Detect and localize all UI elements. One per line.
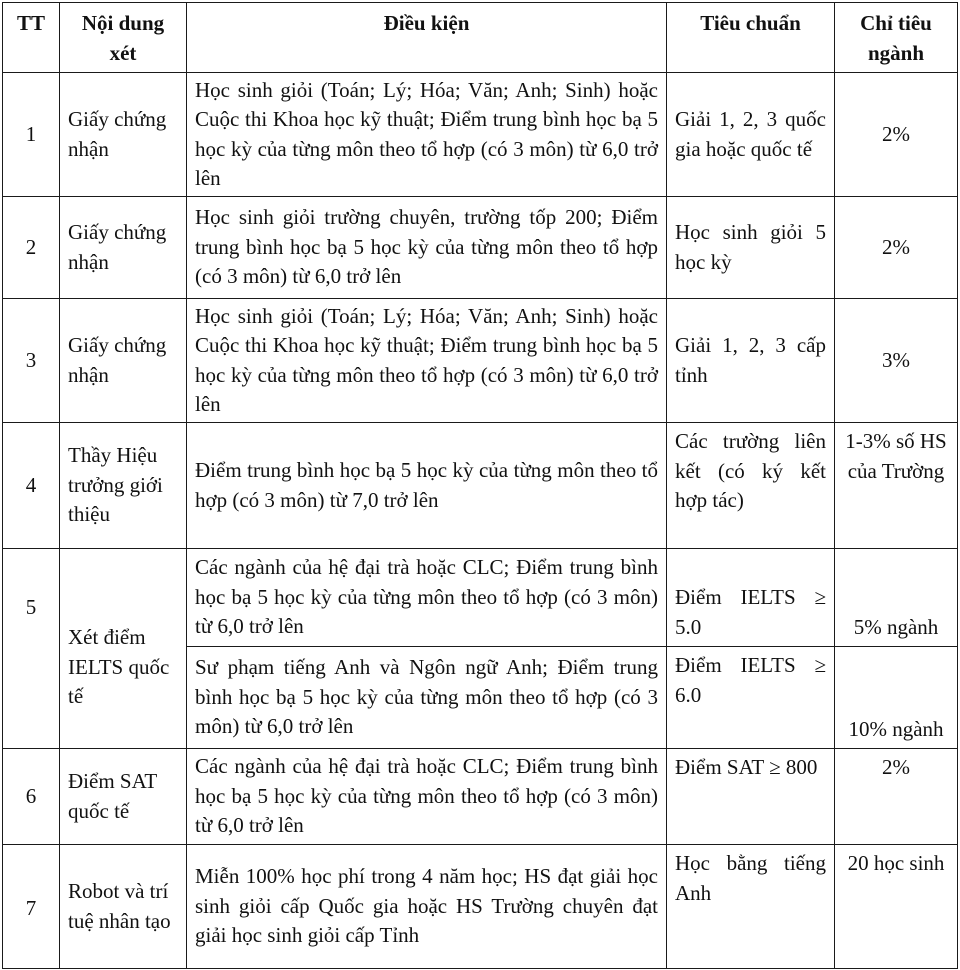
row-condition: Các ngành của hệ đại trà hoặc CLC; Điểm trung bình học bạ 5 học kỳ của từng môn theo tổ hợp (có 3 môn) từ 6,0 trở lên — [187, 549, 667, 647]
table-row — [3, 73, 958, 197]
row-quota: 20 học sinh — [835, 845, 958, 969]
row-content-type: Giấy chứng nhận — [60, 197, 187, 299]
table-row — [3, 549, 958, 647]
admission-criteria-table — [2, 2, 958, 969]
row-standard: Giải 1, 2, 3 cấp tỉnh — [667, 299, 835, 423]
row-standard: Điểm IELTS ≥ 5.0 — [667, 549, 835, 647]
row-number: 6 — [3, 749, 60, 845]
row-content-type: Giấy chứng nhận — [60, 73, 187, 197]
row-number: 7 — [3, 845, 60, 969]
row-content-type: Xét điểm IELTS quốc tế — [60, 549, 187, 749]
row-quota: 2% — [835, 73, 958, 197]
row-quota: 1-3% số HS của Trường — [835, 423, 958, 549]
row-quota: 10% ngành — [835, 647, 958, 749]
table-row — [3, 749, 958, 845]
row-number: 3 — [3, 299, 60, 423]
row-condition: Miễn 100% học phí trong 4 năm học; HS đạt giải học sinh giỏi cấp Quốc gia hoặc HS Trường chuyên đạt giải học sinh giỏi cấp Tỉnh — [187, 845, 667, 969]
row-standard: Giải 1, 2, 3 quốc gia hoặc quốc tế — [667, 73, 835, 197]
row-quota: 2% — [835, 197, 958, 299]
row-quota: 2% — [835, 749, 958, 845]
row-number: 2 — [3, 197, 60, 299]
row-content-type: Giấy chứng nhận — [60, 299, 187, 423]
row-standard: Điểm SAT ≥ 800 — [667, 749, 835, 845]
row-condition: Học sinh giỏi (Toán; Lý; Hóa; Văn; Anh; Sinh) hoặc Cuộc thi Khoa học kỹ thuật; Điểm trung bình học bạ 5 học kỳ của từng môn theo tổ hợp (có 3 môn) từ 6,0 trở lên — [187, 73, 667, 197]
row-condition: Học sinh giỏi trường chuyên, trường tốp 200; Điểm trung bình học bạ 5 học kỳ của từng môn theo tổ hợp (có 3 môn) từ 6,0 trở lên — [187, 197, 667, 299]
row-condition: Điểm trung bình học bạ 5 học kỳ của từng môn theo tổ hợp (có 3 môn) từ 7,0 trở lên — [187, 423, 667, 549]
table-header-row — [3, 3, 958, 73]
row-standard: Học bằng tiếng Anh — [667, 845, 835, 969]
row-condition: Các ngành của hệ đại trà hoặc CLC; Điểm trung bình học bạ 5 học kỳ của từng môn theo tổ hợp (có 3 môn) từ 6,0 trở lên — [187, 749, 667, 845]
row-number: 5 — [3, 549, 60, 749]
row-number: 4 — [3, 423, 60, 549]
row-standard: Học sinh giỏi 5 học kỳ — [667, 197, 835, 299]
table-row — [3, 197, 958, 299]
table-row — [3, 423, 958, 549]
row-content-type: Điểm SAT quốc tế — [60, 749, 187, 845]
row-standard: Điểm IELTS ≥ 6.0 — [667, 647, 835, 749]
header-tt: TT — [3, 3, 60, 73]
header-dieu-kien: Điều kiện — [187, 3, 667, 73]
row-quota: 5% ngành — [835, 549, 958, 647]
row-number: 1 — [3, 73, 60, 197]
row-content-type: Thầy Hiệu trưởng giới thiệu — [60, 423, 187, 549]
table-row — [3, 299, 958, 423]
header-noi-dung: Nội dung xét — [60, 3, 187, 73]
row-condition: Sư phạm tiếng Anh và Ngôn ngữ Anh; Điểm trung bình học bạ 5 học kỳ của từng môn theo tổ hợp (có 3 môn) từ 6,0 trở lên — [187, 647, 667, 749]
row-content-type: Robot và trí tuệ nhân tạo — [60, 845, 187, 969]
table-row — [3, 845, 958, 969]
row-quota: 3% — [835, 299, 958, 423]
row-standard: Các trường liên kết (có ký kết hợp tác) — [667, 423, 835, 549]
header-chi-tieu: Chỉ tiêu ngành — [835, 3, 958, 73]
row-condition: Học sinh giỏi (Toán; Lý; Hóa; Văn; Anh; Sinh) hoặc Cuộc thi Khoa học kỹ thuật; Điểm trung bình học bạ 5 học kỳ của từng môn theo tổ hợp (có 3 môn) từ 6,0 trở lên — [187, 299, 667, 423]
header-tieu-chuan: Tiêu chuẩn — [667, 3, 835, 73]
